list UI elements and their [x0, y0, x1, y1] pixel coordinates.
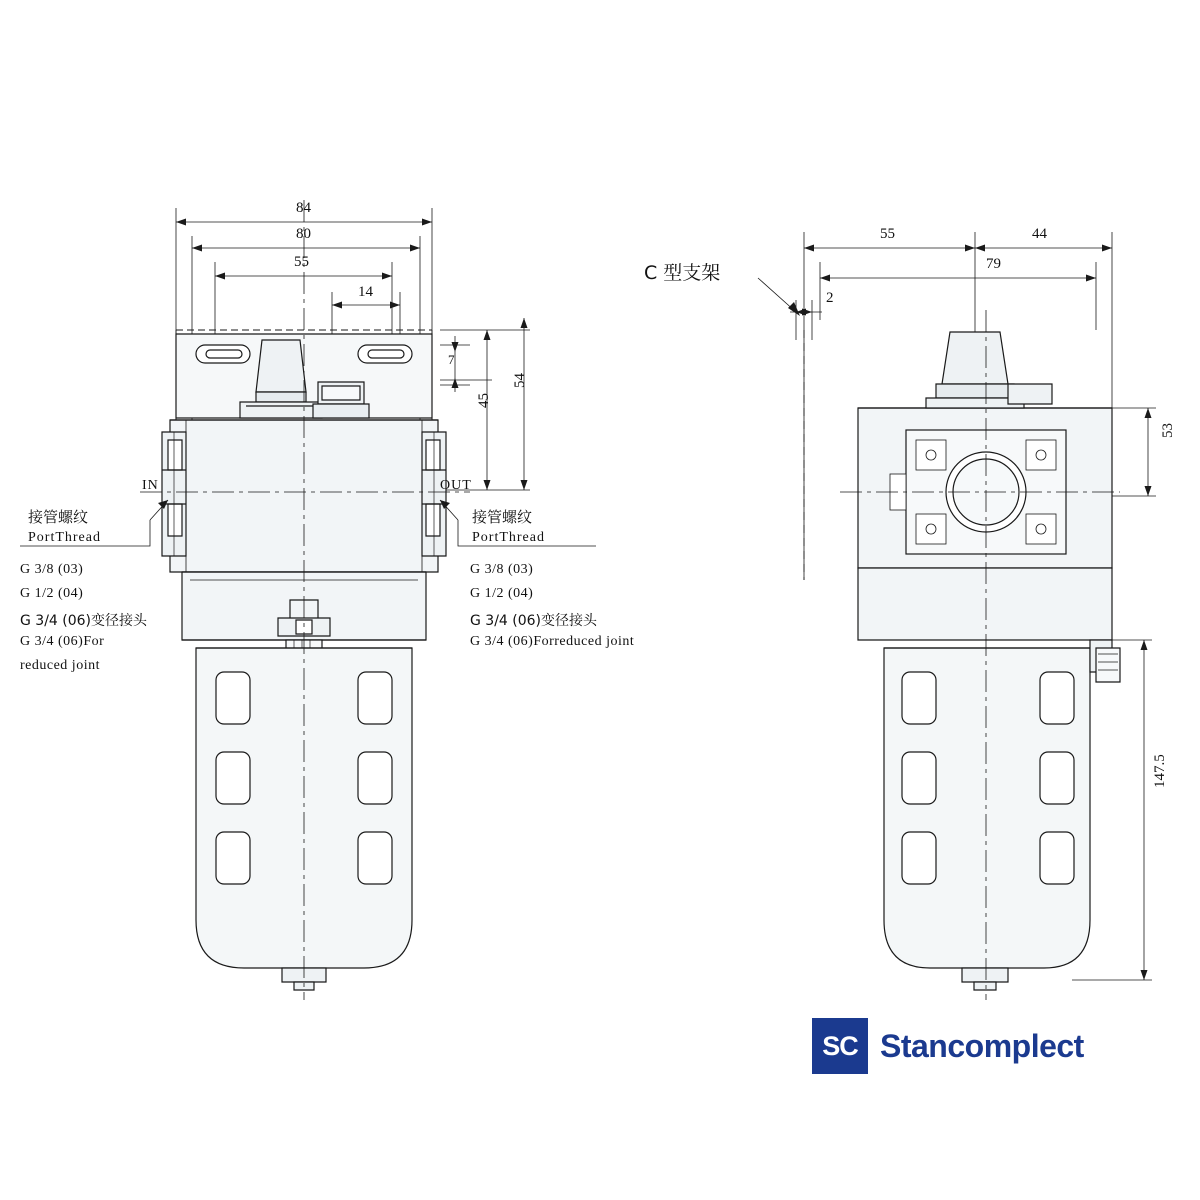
dimension-54: 54 — [512, 373, 528, 388]
side-dimension-44: 44 — [1032, 226, 1047, 242]
bracket-note: C 型支架 — [644, 262, 721, 284]
left-note-line-3: G 3/4 (06)变径接头 — [20, 613, 148, 629]
dimension-55: 55 — [294, 254, 309, 270]
right-note-line-2: G 1/2 (04) — [470, 586, 534, 601]
right-note-heading-en: PortThread — [472, 530, 545, 545]
logo-brand-text: Stancomplect — [880, 1027, 1084, 1064]
dimension-80: 80 — [296, 226, 311, 242]
side-dimension-55: 55 — [880, 226, 895, 242]
dimension-84: 84 — [296, 200, 311, 216]
brand-logo — [812, 1018, 1084, 1074]
left-note-line-2: G 1/2 (04) — [20, 586, 84, 601]
left-note-heading-en: PortThread — [28, 530, 101, 545]
outlet-port-label: OUT — [440, 478, 472, 493]
right-note-line-4: G 3/4 (06)Forreduced joint — [470, 634, 635, 649]
right-note-heading-cn: 接管螺纹 — [472, 508, 533, 526]
inlet-port-label: IN — [142, 478, 159, 493]
left-note-heading-cn: 接管螺纹 — [28, 508, 89, 526]
side-dimension-2: 2 — [826, 290, 834, 306]
logo-mark-icon — [812, 1018, 868, 1074]
left-note-line-4: G 3/4 (06)For — [20, 634, 105, 649]
logo-mark-text: SC — [822, 1030, 858, 1061]
side-dimension-147-5: 147.5 — [1152, 754, 1168, 788]
side-dimension-53: 53 — [1160, 423, 1176, 438]
dimension-45: 45 — [476, 393, 492, 408]
dimension-7: 7 — [448, 352, 455, 367]
right-note-line-1: G 3/8 (03) — [470, 562, 534, 577]
right-note-line-3: G 3/4 (06)变径接头 — [470, 613, 598, 629]
side-dimension-79: 79 — [986, 256, 1001, 272]
left-note-line-1: G 3/8 (03) — [20, 562, 84, 577]
dimension-14: 14 — [358, 284, 373, 300]
left-note-line-5: reduced joint — [20, 658, 100, 673]
